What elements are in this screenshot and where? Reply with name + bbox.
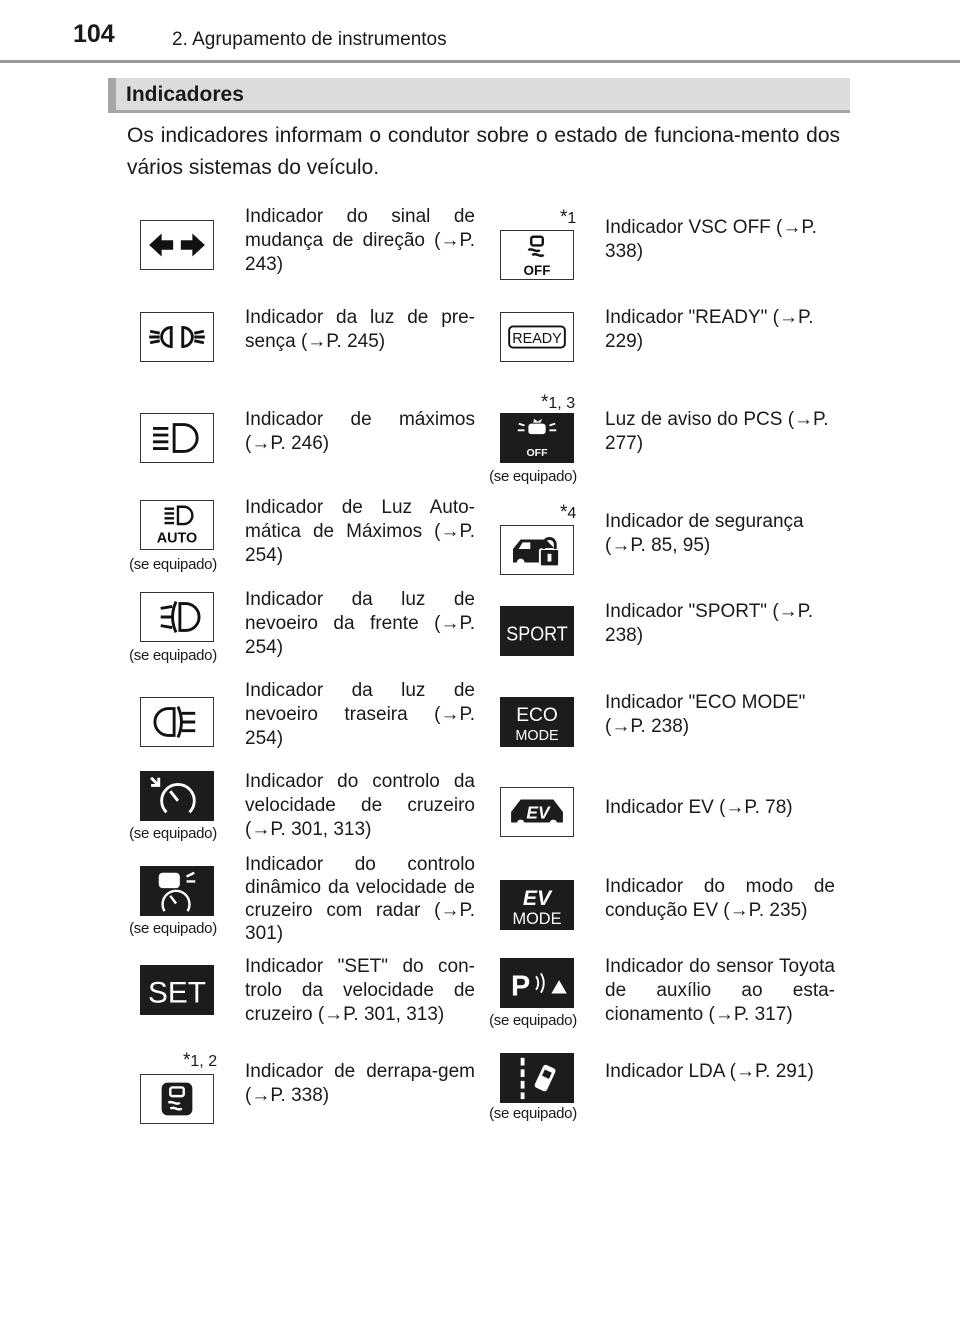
indicator-description: Indicador de derrapa-gem (→P. 338) <box>245 1061 475 1106</box>
indicator-description: Indicador "SPORT" (→P. 238) <box>605 601 814 646</box>
pcs-off-label: OFF <box>526 447 548 460</box>
footnote-star: * <box>541 392 549 413</box>
indicator-description: Indicador da luz de pre-sença (→P. 245) <box>245 307 475 352</box>
indicator-description: Indicador de máximos (→P. 246) <box>245 409 475 454</box>
indicator-description: Indicador "READY" (→P. 229) <box>605 307 814 352</box>
set-icon-label: SET <box>148 976 206 1010</box>
sport-icon <box>500 606 574 656</box>
equipped-note: (se equipado) <box>129 556 217 573</box>
section-header <box>108 78 850 113</box>
footnote-star: * <box>560 502 568 523</box>
indicator-description: Indicador do sinal de mudança de direção (→P. 243) <box>245 206 475 275</box>
footnote-number: 4 <box>567 505 577 522</box>
indicator-description: Indicador EV (→P. 78) <box>605 797 793 818</box>
ev-icon-label: EV <box>526 802 550 823</box>
footnote-number: 1, 3 <box>548 395 576 412</box>
rear-fog-light-icon <box>140 697 214 747</box>
footnote-star: * <box>183 1050 191 1071</box>
front-fog-light-icon <box>140 592 214 642</box>
eco-mode-icon-label: MODE <box>515 728 559 745</box>
footnote-star: * <box>560 207 568 228</box>
high-beam-icon <box>140 413 214 463</box>
turn-signal-arrows-icon <box>140 220 214 270</box>
page-number: 104 <box>73 20 115 48</box>
indicator-description: Indicador de Luz Auto-mática de Máximos (→P. 254) <box>245 497 475 566</box>
indicator-description: Indicador "SET" do con-trolo da velocidade de cruzeiro (→P. 301, 313) <box>245 956 475 1025</box>
indicator-description: Indicador da luz de nevoeiro da frente (→P. 254) <box>245 589 475 658</box>
ev-icon <box>500 787 574 837</box>
chapter-title: 2. Agrupamento de instrumentos <box>172 29 447 50</box>
eco-mode-icon <box>500 697 574 747</box>
auto-icon-label: AUTO <box>156 530 198 547</box>
equipped-note: (se equipado) <box>489 1012 577 1029</box>
indicator-description: Indicador VSC OFF (→P. 338) <box>605 217 817 262</box>
indicator-description: Indicador "ECO MODE" (→P. 238) <box>605 692 806 737</box>
sport-icon-label: SPORT <box>506 623 568 646</box>
ready-icon <box>500 312 574 362</box>
tail-light-icon <box>140 312 214 362</box>
indicator-description: Indicador LDA (→P. 291) <box>605 1061 814 1082</box>
section-accent <box>108 78 116 110</box>
footnote-number: 1, 2 <box>190 1053 218 1070</box>
equipped-note: (se equipado) <box>489 468 577 485</box>
equipped-note: (se equipado) <box>129 920 217 937</box>
equipped-note: (se equipado) <box>129 647 217 664</box>
ev-mode-ev-label: EV <box>522 887 552 910</box>
equipped-note: (se equipado) <box>489 1105 577 1122</box>
footnote-marker <box>183 1050 217 1072</box>
ready-icon-label: READY <box>512 330 562 347</box>
equipped-note: (se equipado) <box>129 825 217 842</box>
vsc-off-icon <box>500 230 574 280</box>
eco-icon-label: ECO <box>516 705 558 727</box>
indicator-description: Indicador do sensor Toyota de auxílio ao esta-cionamento (→P. 317) <box>605 956 835 1025</box>
indicator-description: Indicador de segurança (→P. 85, 95) <box>605 511 804 556</box>
radar-cruise-control-icon <box>140 866 214 916</box>
parking-p-label: P <box>511 970 531 1003</box>
parking-sensor-icon <box>500 958 574 1008</box>
vsc-off-label: OFF <box>523 263 551 279</box>
footnote-marker <box>541 392 575 414</box>
indicator-description: Indicador da luz de nevoeiro traseira (→P. 254) <box>245 680 475 749</box>
slip-indicator-icon <box>140 1074 214 1124</box>
indicator-description: Indicador do modo de condução EV (→P. 235) <box>605 876 835 921</box>
set-icon <box>140 965 214 1015</box>
footnote-marker <box>560 207 576 229</box>
cruise-control-icon <box>140 771 214 821</box>
ev-mode-mode-label: MODE <box>512 910 562 929</box>
auto-high-beam-icon <box>140 500 214 550</box>
header-rule <box>0 60 960 63</box>
ev-mode-icon <box>500 880 574 930</box>
footnote-marker <box>560 502 576 524</box>
lda-icon <box>500 1053 574 1103</box>
intro-paragraph: Os indicadores informam o condutor sobre o estado de funciona-mento dos vários sistemas do veículo. <box>127 124 840 179</box>
section-title: Indicadores <box>126 83 244 106</box>
indicator-description: Indicador do controlo dinâmico da velocidade de cruzeiro com radar (→P. 301) <box>245 854 475 944</box>
pcs-warning-icon <box>500 413 574 463</box>
security-lock-icon <box>500 525 574 575</box>
indicator-description: Indicador do controlo da velocidade de cruzeiro (→P. 301, 313) <box>245 771 475 840</box>
indicator-description: Luz de aviso do PCS (→P. 277) <box>605 409 829 454</box>
footnote-number: 1 <box>567 210 577 227</box>
